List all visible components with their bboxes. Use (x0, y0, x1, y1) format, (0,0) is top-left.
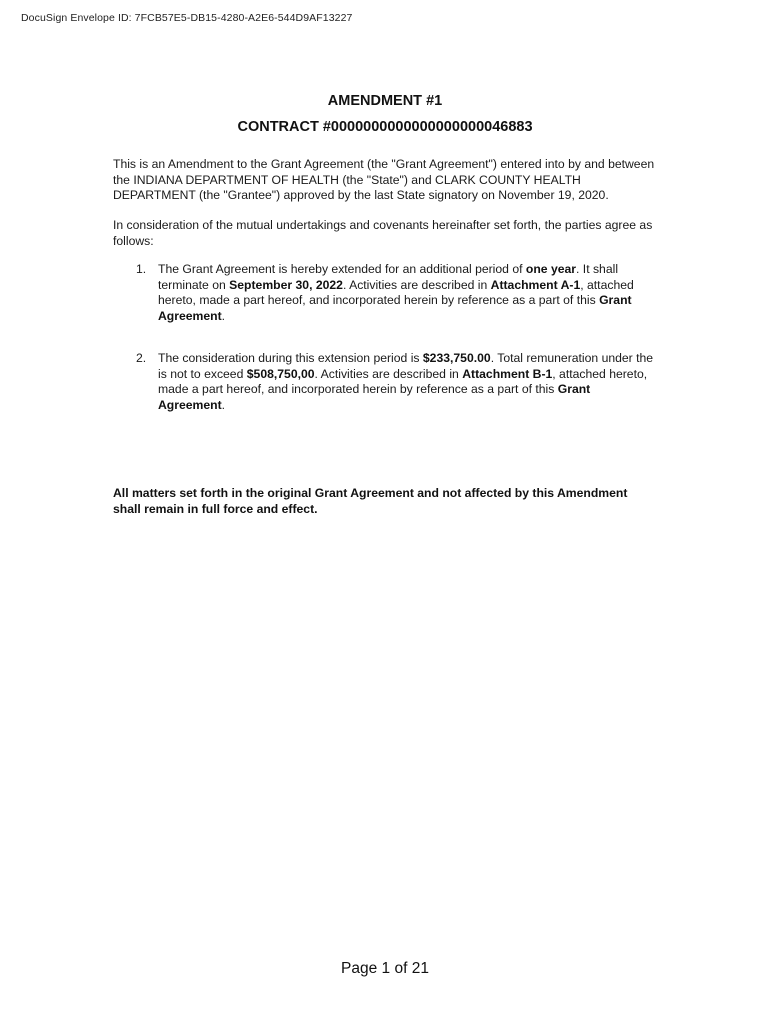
item-text: . (221, 397, 226, 412)
attachment-reference: Attachment A-1 (490, 277, 581, 292)
item-text: The consideration during this extension period is (158, 351, 423, 365)
item-text: . It shall terminate on (158, 262, 619, 292)
list-item-number: 1. (136, 262, 147, 276)
list-item-body (158, 351, 658, 413)
extension-period: one year (525, 262, 577, 276)
item-text: . (221, 308, 226, 323)
item-text: , attached hereto, made a part hereof, and incorporated herein by reference as a part of this (158, 277, 634, 307)
list-item-number: 2. (136, 351, 147, 365)
list-item-body (158, 262, 658, 324)
item-text: . Activities are described in (314, 366, 463, 381)
item-text: The Grant Agreement is hereby extended for an additional period of (158, 262, 526, 276)
page-number: Page 1 of 21 (341, 960, 429, 977)
total-remuneration: $508,750,00 (246, 366, 315, 381)
item-text: , attached hereto, made a part hereof, and incorporated herein by reference as a part of this (158, 366, 648, 396)
closing-statement: All matters set forth in the original Grant Agreement and not affected by this Amendment shall remain in full force and effect. (113, 486, 628, 516)
attachment-reference: Attachment B-1 (462, 366, 553, 381)
docusign-envelope-id: DocuSign Envelope ID: 7FCB57E5-DB15-4280-A2E6-544D9AF13227 (21, 12, 353, 24)
list-item (136, 351, 658, 413)
consideration-paragraph: In consideration of the mutual undertakings and covenants hereinafter set forth, the parties agree as follows: (113, 218, 653, 248)
contract-number: CONTRACT #0000000000000000000046883 (237, 119, 533, 135)
intro-paragraph: This is an Amendment to the Grant Agreement (the "Grant Agreement") entered into by and between the INDIANA DEPARTMENT OF HEALTH (the "State") and CLARK COUNTY HEALTH DEPARTMENT (the "Grantee") approved by the last State signatory on November 19, 2020. (113, 157, 655, 202)
item-text: . Activities are described in (342, 277, 491, 292)
grant-agreement-reference: Grant Agreement (158, 382, 591, 412)
list-item (136, 262, 658, 324)
grant-agreement-reference: Grant Agreement (158, 293, 632, 323)
item-text: . Total remuneration under the is not to exceed (158, 351, 654, 381)
termination-date: September 30, 2022 (229, 277, 343, 292)
consideration-amount: $233,750.00 (422, 351, 491, 365)
amendment-title: AMENDMENT #1 (327, 93, 443, 109)
